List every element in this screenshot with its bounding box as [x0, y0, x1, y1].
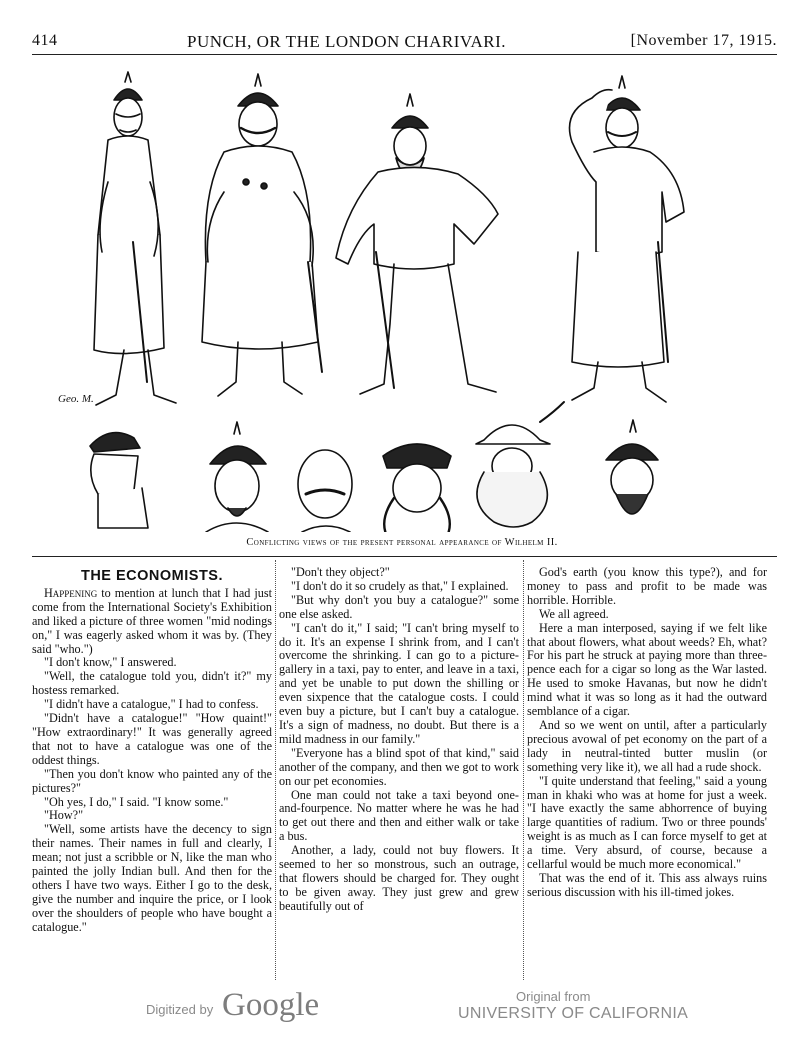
page-header — [32, 30, 777, 55]
masthead: PUNCH, OR THE LONDON CHARIVARI. — [187, 32, 507, 51]
article-column-2 — [279, 566, 519, 976]
paragraph: "Don't they object?" — [291, 566, 390, 579]
column-divider — [523, 560, 524, 980]
paragraph: "But why don't you buy a catalogue?" some one else asked. — [279, 592, 519, 621]
paragraph: "Then you don't know who painted any of the pictures?" — [32, 766, 272, 795]
paragraph: We all agreed. — [539, 606, 609, 621]
paragraph: One man could not take a taxi beyond one-and-fourpence. No matter where he was he had to get out there and then and either walk or take a bus. — [279, 787, 519, 844]
paragraph: "Well, the catalogue told you, didn't it?" my hostess remarked. — [32, 669, 272, 698]
paragraph: That was the end of it. This ass always ruins serious discussion with his ill-timed jokes. — [527, 870, 767, 899]
first-word: Happening — [44, 585, 98, 600]
paragraph: "I don't know," I answered. — [44, 655, 177, 670]
issue-date: [November 17, 1915. — [630, 32, 777, 49]
column-divider — [275, 560, 276, 980]
paragraph: "How?" — [44, 808, 84, 823]
paragraph: "Everyone has a blind spot of that kind," said another of the company, and then we got to work on our pet economies. — [279, 745, 519, 788]
head-spiked-helmet — [206, 422, 268, 532]
paragraph: "Didn't have a catalogue!" "How quaint!" "How extraordinary!" It was generally agreed that not to have a catalogue was one of the oddest things. — [32, 711, 272, 767]
paragraph: "I didn't have a catalogue," I had to confess. — [44, 697, 259, 712]
kaiser-figure-stooped — [336, 94, 498, 394]
google-logo: Google — [222, 987, 320, 1023]
kaiser-figure-gaunt — [94, 72, 176, 405]
cartoon-illustration — [38, 62, 766, 532]
paragraph: Here a man interposed, saying if we felt like that about flowers, what about weeds? Eh, what? For his part he struck at paying more than three-pence each for a cigar so long as the War lasted. He used to smoke Havanas, but now he didn't mind what it was so long as it had the outward semblance of a cigar. — [527, 620, 767, 719]
head-helmet-bearded — [606, 420, 658, 514]
head-peaked-cap-beard — [383, 444, 451, 532]
artist-signature: Geo. M. — [58, 393, 94, 405]
paragraph: And so we went on until, after a particularly precious avowal of pet economy on the part of a lady in neutral-tinted butter muslin (or something very like it), we all had a rude shock. — [527, 717, 767, 774]
page-number: 414 — [32, 32, 58, 49]
paragraph: "Well, some artists have the decency to sign their names. Their names in full and clearly, I mean; not just a scribble or N, like the man who painted the jolly Indian bull. And then for the others I have two ways. Either I go to the desk, give the number and inquire the price, or I look over the shoulders of people who have bought a catalogue." — [32, 822, 272, 934]
article-title: THE ECONOMISTS. — [80, 568, 224, 584]
original-from-label: Original from — [516, 989, 591, 1004]
paragraph: Another, a lady, could not buy flowers. It seemed to her so monstrous, such an outrage, that flowers should be charged for. They ought to be given away. They just grew and grew beautifully out of — [279, 843, 519, 913]
illustration-caption: Conflicting views of the present personal appearance of Wilhelm II. — [246, 537, 558, 548]
digitization-footer — [0, 985, 800, 1039]
head-profile-cap — [90, 433, 148, 528]
digitized-by-label: Digitized by — [146, 1002, 214, 1017]
article-column-1 — [32, 566, 272, 976]
head-feathered-hat-whiskers — [476, 402, 564, 527]
paragraph: God's earth (you know this type?), and for money to pass and profit to be made was horrible. Horrible. — [527, 566, 767, 607]
paragraph: Happening to mention at lunch that I had just come from the International Society's Exhibition and liked a picture of three women "mid nodings on," I was eagerly asked whom it was by. (They said "who.") — [32, 585, 272, 656]
section-divider — [32, 556, 777, 557]
paragraph: "Oh yes, I do," I said. "I know some." — [44, 794, 229, 809]
head-bald-moustache — [298, 450, 352, 532]
kaiser-figure-saluting — [570, 76, 685, 402]
paragraph: "I don't do it so crudely as that," I explained. — [291, 578, 509, 593]
article-column-3 — [527, 566, 767, 976]
paragraph: "I can't do it," I said; "I can't bring myself to do it. It's an expense I shrink from, and I can't overcome the shrinking. I can go to a picture-gallery in a taxi, pay to enter, and leave in a taxi, and yet be unable to put down the shilling or even sixpence that the catalogue costs. I could even buy a picture, but I can't buy a catalogue. It's a sign of madness, no doubt. But there is a mild madness in our family." — [279, 620, 519, 746]
kaiser-figure-stout — [202, 74, 322, 396]
paragraph: "I quite understand that feeling," said a young man in khaki who was at home for just a week. "I have exactly the same abhorrence of buying large quantities of radium. Two or three pounds' weight is as much as I can force myself to get at a time. Very absurd, of course, because a cellarful would be much more economical." — [527, 773, 767, 872]
university-label: UNIVERSITY OF CALIFORNIA — [458, 1005, 689, 1022]
